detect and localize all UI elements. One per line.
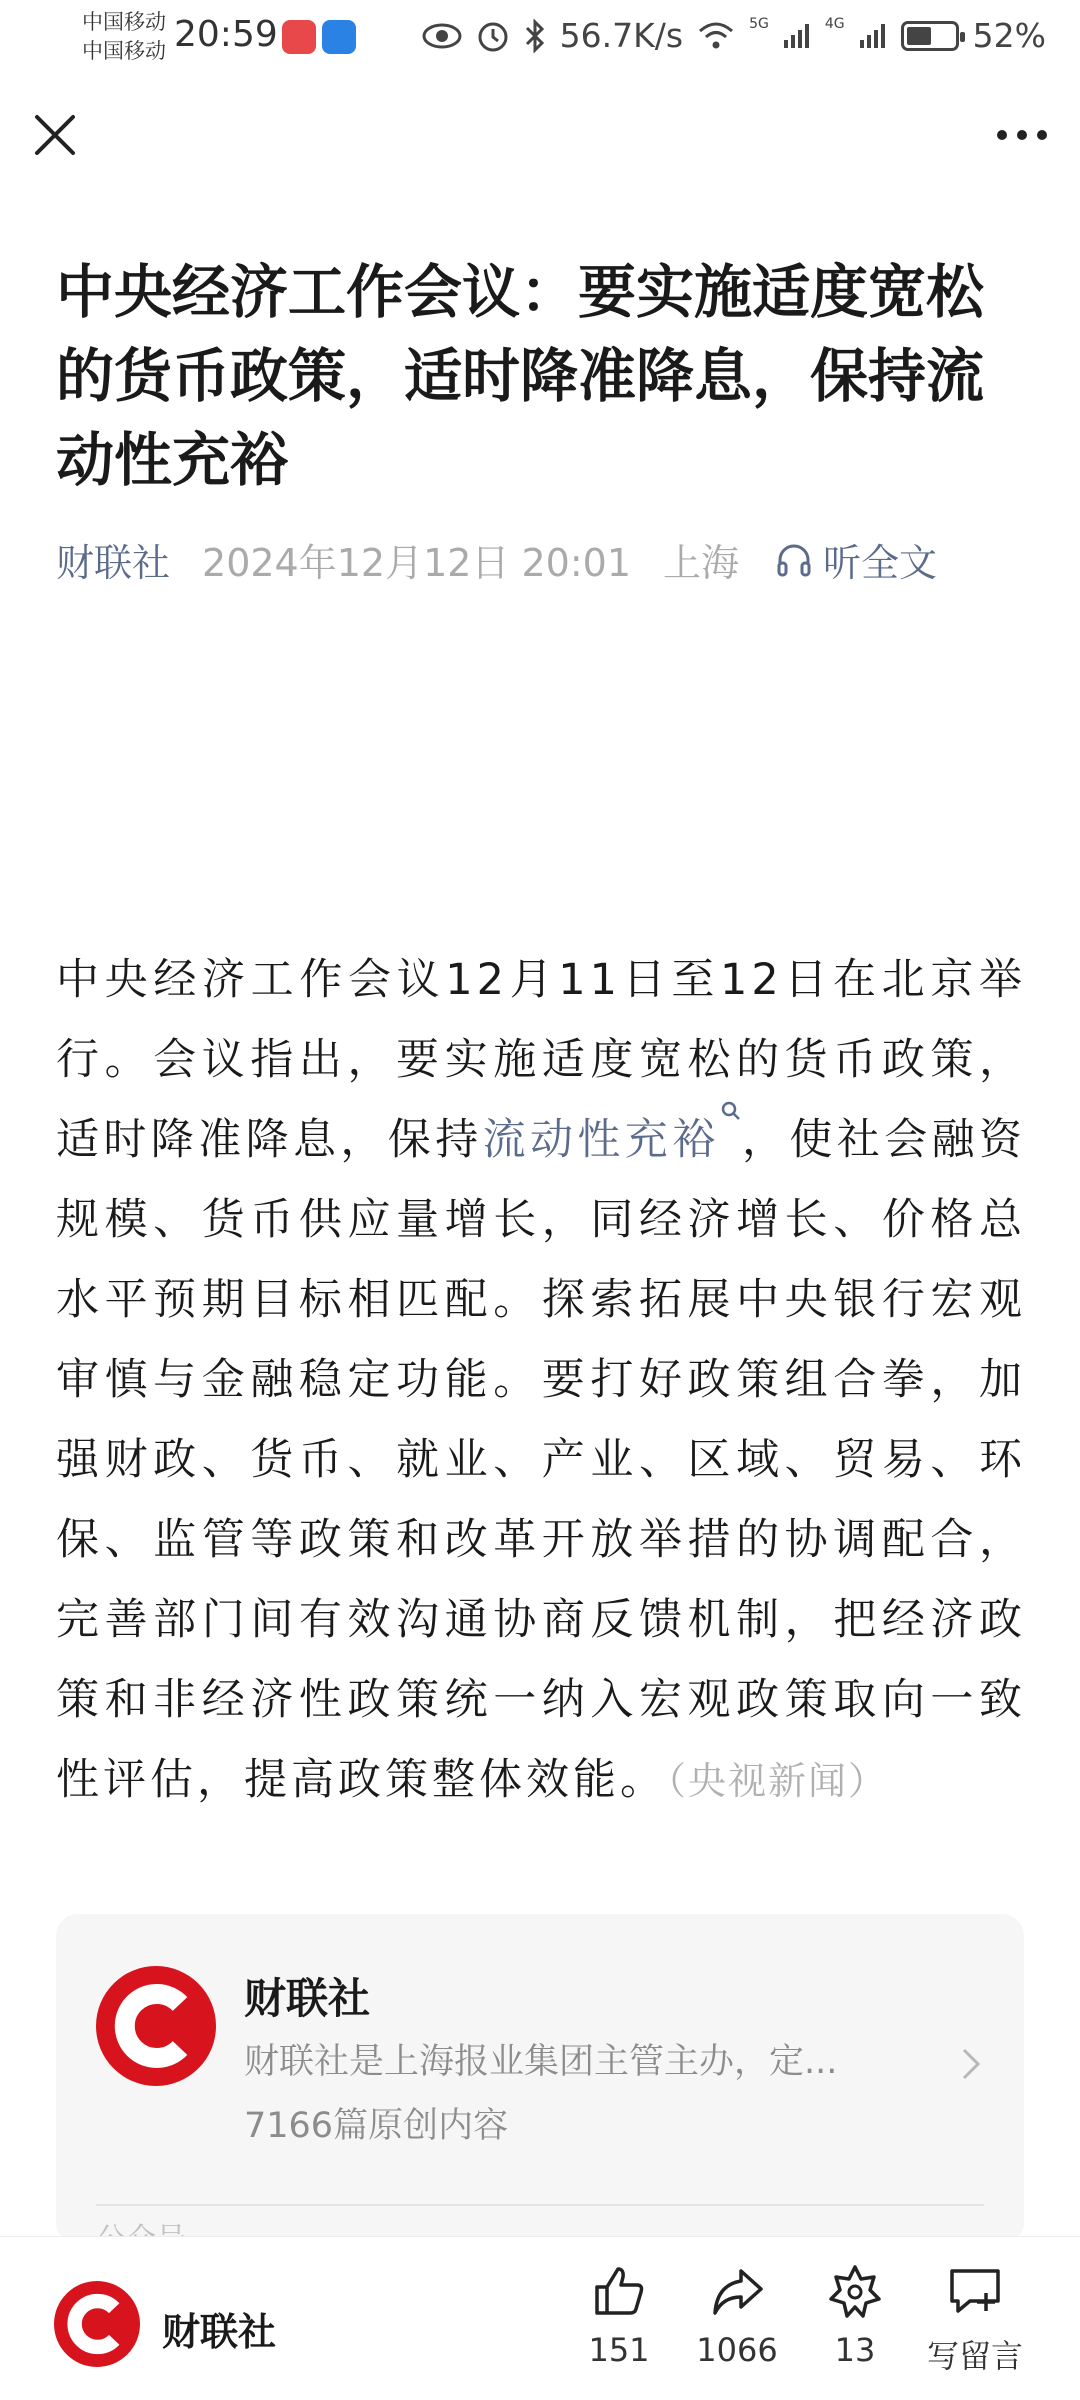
article-title: 中央经济工作会议：要实施适度宽松的货币政策，适时降准降息，保持流动性充裕 [56,258,985,494]
listen-full-button[interactable] [775,532,937,587]
card-divider [96,2204,984,2206]
wow-flower-icon [827,2263,883,2319]
listen-label: 听全文 [823,541,938,585]
wifi-icon [697,21,735,51]
close-button[interactable] [28,108,82,162]
account-card[interactable] [56,1914,1024,2244]
status-time: 20:59 [174,14,278,55]
write-comment-button[interactable] [910,2263,1040,2377]
carrier-1: 中国移动 [82,10,166,34]
body-text-2: ，使社会融资规模、货币供应量增长，同经济增长、价格总水平预期目标相匹配。探索拓展中央银行宏观审慎与金融稳定功能。要打好政策组合拳，加强财政、货币、就业、产业、区域、贸易、环保、监管等政策和改革开放举措的协调配合，完善部门间有效沟通协商反馈机制，把经济政策和非经济性政策统一纳入宏观政策取向一致性评估，提高政策整体效能。 [56,1115,1027,1805]
body-text-1: 中央经济工作会议12月11日至12日在北京举行。会议指出，要实施适度宽松的货币政策，适时降准降息，保持 [56,955,1026,1165]
share-icon [709,2263,765,2319]
wow-button[interactable] [790,2263,920,2369]
keyword-link-text: 流动性充裕 [482,1115,720,1165]
wow-count: 13 [834,2331,876,2369]
more-icon [992,115,1052,155]
notification-app-icon [282,20,316,54]
article-body [56,940,1026,1821]
account-article-count: 7166篇原创内容 [244,2106,509,2146]
battery-percent: 52% [972,16,1046,55]
bluetooth-icon [524,19,546,53]
network-speed: 56.7K/s [559,16,684,55]
like-count: 151 [588,2331,650,2369]
like-button[interactable] [554,2263,684,2369]
share-count: 1066 [696,2331,778,2369]
article-meta [56,532,937,587]
status-bar [0,0,1080,78]
search-icon [720,1100,742,1130]
net-5g-label: 5G [749,16,769,32]
comment-add-icon [946,2263,1004,2319]
alarm-icon [476,19,510,53]
notification-app-icon-2 [322,20,356,54]
bottom-account-name[interactable]: 财联社 [162,2310,277,2354]
write-comment-label: 写留言 [926,2337,1023,2375]
account-description: 财联社是上海报业集团主管主办，定... [244,2042,838,2082]
net-4g-label: 4G [824,16,845,32]
carrier-2: 中国移动 [82,39,166,63]
account-logo-icon-small[interactable] [54,2281,140,2367]
battery-icon [901,21,959,51]
close-icon [28,108,82,162]
keyword-link[interactable] [483,1115,742,1165]
eye-icon [422,21,462,51]
article-citation: （央视新闻） [667,1759,889,1803]
status-icons [422,16,1046,55]
article-source-link[interactable]: 财联社 [56,541,171,585]
article-date: 2024年12月12日 20:01 [202,541,632,585]
bottom-bar [0,2236,1080,2400]
chevron-right-icon [960,2044,984,2084]
more-options-button[interactable] [992,115,1052,155]
signal-icon-2 [859,22,887,50]
carrier-info [82,8,166,66]
account-logo-icon [96,1966,216,2086]
signal-icon [783,22,811,50]
thumbs-up-icon [591,2263,647,2319]
headphones-icon [775,541,813,579]
account-name: 财联社 [244,1974,371,2023]
share-button[interactable] [672,2263,802,2369]
article-location: 上海 [663,541,740,585]
